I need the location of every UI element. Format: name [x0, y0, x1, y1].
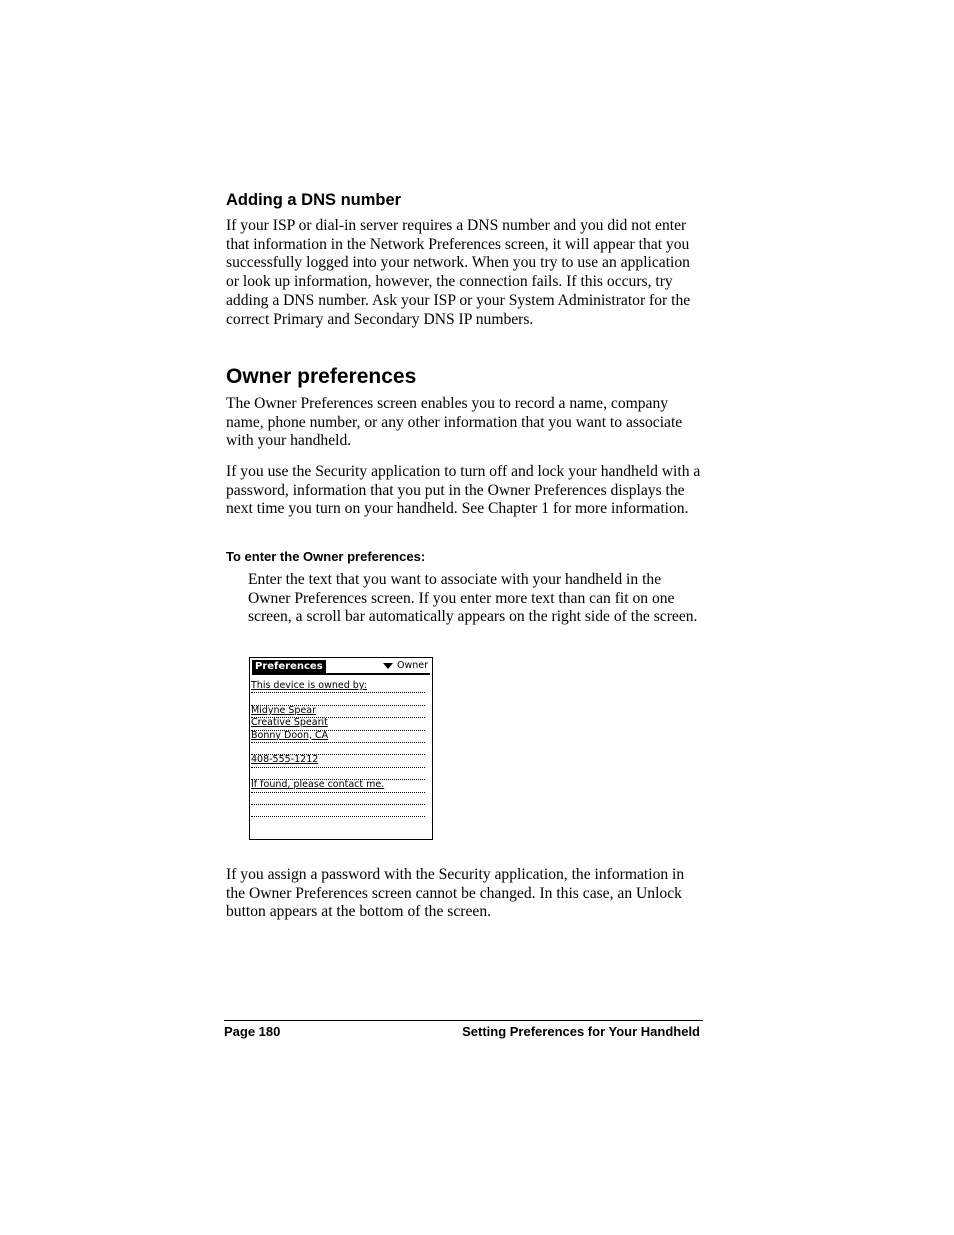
owner-text: This device is owned by: — [251, 680, 367, 691]
owner-paragraph-1: The Owner Preferences screen enables you to record a name, company name, phone number, or any other information that you want to associate with your handheld. — [226, 395, 683, 450]
owner-text-line[interactable] — [251, 730, 425, 743]
owner-text-line[interactable] — [251, 754, 425, 767]
chapter-title: Setting Preferences for Your Handheld — [462, 1024, 700, 1039]
footer-rule — [224, 1020, 703, 1021]
owner-text-line[interactable] — [251, 742, 425, 755]
owner-text-line[interactable] — [251, 792, 425, 805]
dns-paragraph: If your ISP or dial-in server requires a DNS number and you did not enter that information in the Network Preferences screen, it will appear that you successfully logged into your network. When you try to use an application or look up information, however, the connection fails. If this occurs, try adding a DNS number. Ask your ISP or your System Administrator for the correct Primary and Secondary DNS IP numbers. — [226, 217, 691, 328]
owner-text: Creative Spearit — [251, 717, 328, 729]
category-picker — [383, 660, 428, 672]
owner-text-line[interactable] — [251, 717, 425, 730]
title-underline — [252, 673, 430, 675]
owner-text-line[interactable] — [251, 705, 425, 718]
owner-text-line[interactable] — [251, 804, 425, 817]
owner-text: 408-555-1212 — [251, 754, 319, 766]
owner-text-line[interactable] — [251, 680, 425, 693]
owner-text-line[interactable] — [251, 692, 425, 705]
owner-text-line[interactable] — [251, 767, 425, 780]
procedure-step: Enter the text that you want to associate with your handheld in the Owner Preferences screen. If you enter more text than can fit on one screen, a scroll bar automatically appears on the right side of the screen. — [248, 571, 698, 626]
owner-text: If found, please contact me. — [251, 779, 385, 791]
owner-preferences-screenshot — [249, 657, 433, 840]
page-number: Page 180 — [224, 1024, 281, 1039]
section-heading-dns: Adding a DNS number — [226, 191, 402, 209]
category-label: Owner — [396, 660, 428, 671]
screen-title: Preferences — [252, 660, 326, 674]
owner-paragraph-2: If you use the Security application to turn off and lock your handheld with a password, information that you put in the Owner Preferences displays the next time you turn on your handheld. See Chapter 1 for more information. — [226, 463, 701, 518]
procedure-heading: To enter the Owner preferences: — [226, 549, 426, 564]
owner-paragraph-3: If you assign a password with the Security application, the information in the Owner Preferences screen cannot be changed. In this case, an Unlock button appears at the bottom of the screen. — [226, 866, 685, 921]
owner-text-line[interactable] — [251, 779, 425, 792]
section-heading-owner: Owner preferences — [226, 365, 417, 388]
owner-text: Midyne Spear — [251, 704, 317, 716]
owner-text: Bonny Doon, CA — [251, 729, 329, 741]
triangle-down-icon — [383, 663, 393, 669]
